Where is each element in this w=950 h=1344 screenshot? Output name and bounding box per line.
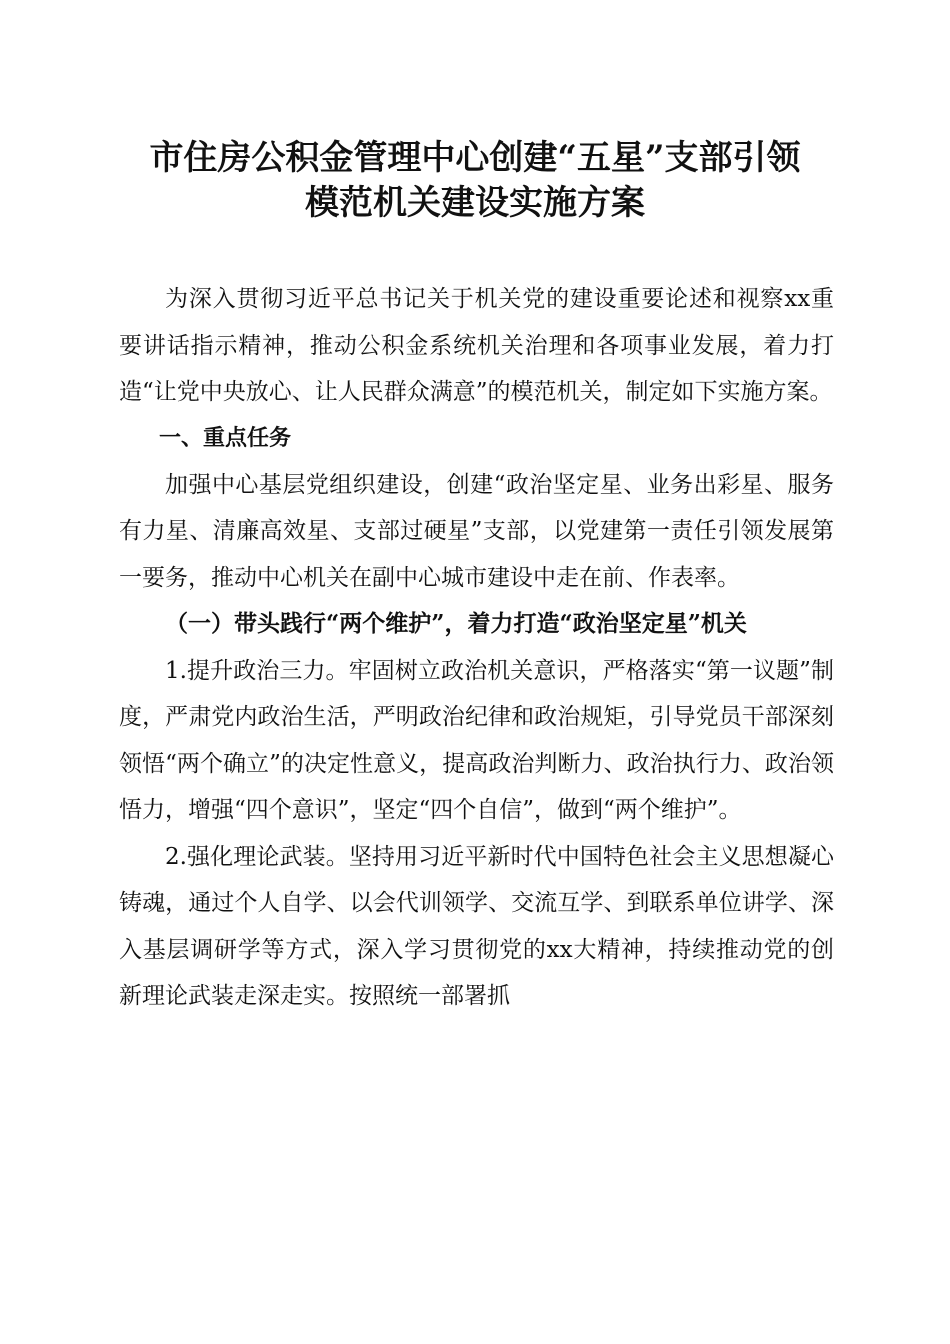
section-heading-key-tasks: 一、重点任务 — [159, 425, 292, 451]
section-paragraph: 加强中心基层党组织建设，创建“政治坚定星、业务出彩星、服务有力星、清廉高效星、支部过硬星”支部，以党建第一责任引领发展第一要务，推动中心机关在副中心城市建设中走在前、作表率。 — [119, 471, 834, 591]
item-paragraph-2: 2.强化理论武装。坚持用习近平新时代中国特色社会主义思想凝心铸魂，通过个人自学、以会代训领学、交流互学、到联系单位讲学、深入基层调研学等方式，深入学习贯彻党的xx大精神，持续推动党的创新理论武装走深走实。按照统一部署抓 — [119, 843, 834, 1009]
document-title-line-1: 市住房公积金管理中心创建“五星”支部引领 — [149, 138, 801, 178]
intro-paragraph: 为深入贯彻习近平总书记关于机关党的建设重要论述和视察xx重要讲话指示精神，推动公积金系统机关治理和各项事业发展，着力打造“让党中央放心、让人民群众满意”的模范机关，制定如下实施方案。 — [119, 286, 834, 405]
document-title-line-2: 模范机关建设实施方案 — [305, 183, 645, 223]
subsection-heading: （一）带头践行“两个维护”，着力打造“政治坚定星”机关 — [165, 610, 747, 637]
document-body — [119, 276, 834, 1020]
item-paragraph-1: 1.提升政治三力。牢固树立政治机关意识，严格落实“第一议题”制度，严肃党内政治生活，严明政治纪律和政治规矩，引导党员干部深刻领悟“两个确立”的决定性意义，提高政治判断力、政治执行力、政治领悟力，增强“四个意识”，坚定“四个自信”，做到“两个维护”。 — [119, 657, 834, 823]
